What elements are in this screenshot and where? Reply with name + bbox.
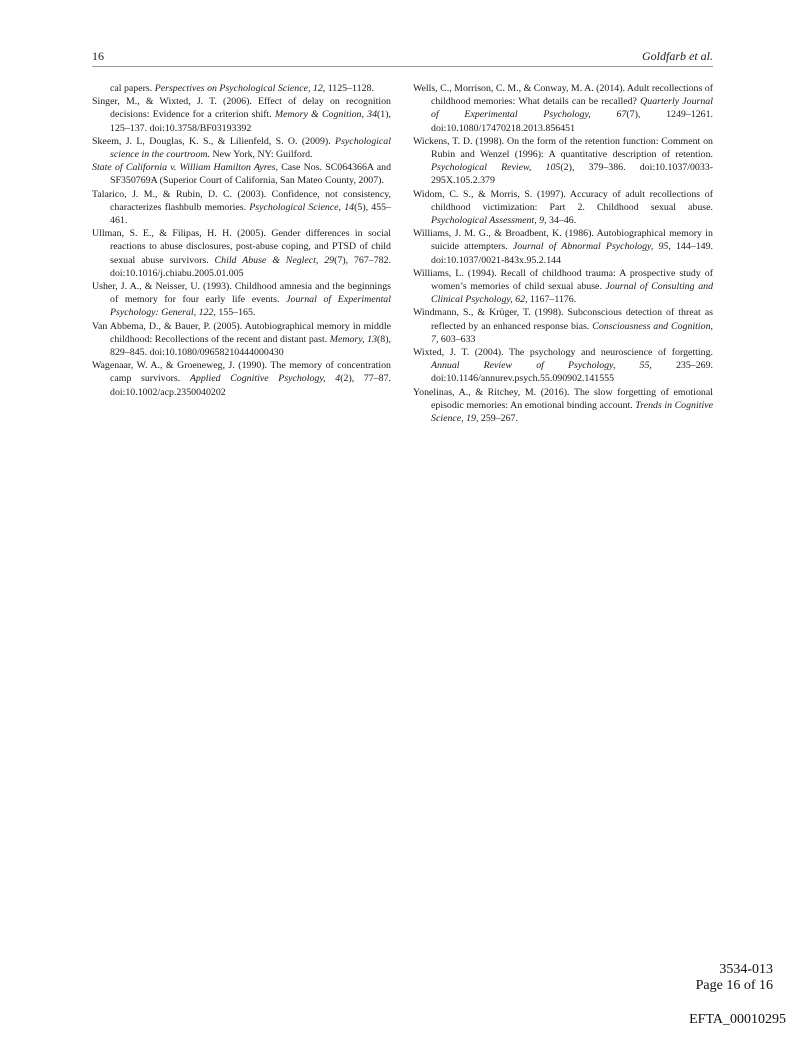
- reference-source: Trends in Cognitive Science, 19: [431, 399, 713, 425]
- reference-entry: [413, 386, 713, 426]
- page-count: Page 16 of 16: [695, 978, 773, 993]
- reference-text: (7), 767–782. doi:10.1016/j.chiabu.2005.01.005: [110, 254, 392, 279]
- reference-source: Memory & Cognition, 34: [274, 109, 378, 121]
- reference-entry: [92, 359, 391, 399]
- reference-text: Case Nos. SC064366A and SF350769A (Superior Court of California, San Mateo County, 2007).: [110, 162, 392, 187]
- reference-entry: [92, 227, 391, 280]
- reference-entry: [413, 135, 713, 188]
- reference-entry: [92, 320, 391, 360]
- reference-text: Wickens, T. D. (1998). On the form of the retention function: Comment on Rubin and Wenzel (1996): A quantitative description of retention.: [413, 135, 713, 161]
- reference-text: , 155–165.: [213, 307, 256, 319]
- reference-source: Psychological Science, 14: [249, 201, 355, 213]
- reference-entry: [92, 280, 391, 320]
- reference-source: Psychological Review, 105: [431, 162, 561, 174]
- reference-source: Applied Cognitive Psychology, 4: [189, 373, 341, 385]
- bates-number: EFTA_00010295: [689, 1012, 786, 1027]
- reference-entry: [413, 188, 713, 228]
- reference-list-right: [413, 82, 713, 425]
- reference-entry: [92, 188, 391, 228]
- reference-entry: [92, 82, 391, 95]
- reference-text: Van Abbema, D., & Bauer, P. (2005). Autobiographical memory in middle childhood: Recollections of the recent and distant past.: [92, 320, 391, 345]
- running-head: Goldfarb et al.: [642, 49, 713, 63]
- reference-text: (7), 1249–1261. doi:10.1080/17470218.2013.856451: [431, 109, 714, 134]
- reference-text: (1), 125–137. doi:10.3758/BF03193392: [110, 109, 391, 134]
- reference-text: Usher, J. A., & Neisser, U. (1993). Childhood amnesia and the beginnings of memory for four early life events.: [92, 281, 391, 306]
- reference-entry: [413, 346, 713, 386]
- reference-text: Skeem, J. L, Douglas, K. S., & Lilienfeld, S. O. (2009).: [92, 135, 336, 147]
- header-rule: [92, 66, 713, 67]
- reference-text: Williams, L. (1994). Recall of childhood trauma: A prospective study of women’s memories of child sexual abuse.: [413, 267, 713, 293]
- reference-list-left: [92, 82, 391, 399]
- reference-text: Singer, M., & Wixted, J. T. (2006). Effect of delay on recognition decisions: Evidence for a criterion shift.: [92, 96, 391, 121]
- reference-source: State of California v. William Hamilton Ayres,: [92, 162, 278, 174]
- reference-text: , 603–633: [435, 333, 476, 345]
- reference-entry: [413, 227, 713, 267]
- reference-source: Psychological Assessment, 9: [431, 215, 545, 227]
- reference-entry: [413, 267, 713, 307]
- reference-text: , 144–149. doi:10.1037/0021-843x.95.2.144: [431, 241, 713, 266]
- reference-text: (2), 77–87. doi:10.1002/acp.2350040202: [110, 373, 391, 398]
- reference-text: , 34–46.: [544, 215, 577, 227]
- reference-text: Widom, C. S., & Morris, S. (1997). Accuracy of adult recollections of childhood victimization: Part 2. Childhood sexual abuse.: [413, 188, 713, 213]
- reference-entry: [413, 82, 713, 135]
- reference-text: (8), 829–845. doi:10.1080/09658210444000430: [110, 333, 391, 359]
- reference-source: Perspectives on Psychological Science, 12: [154, 83, 323, 94]
- reference-entry: [92, 135, 391, 161]
- reference-entry: [92, 95, 391, 135]
- reference-source: Journal of Consulting and Clinical Psychology, 62: [431, 281, 714, 306]
- reference-text: (2), 379–386. doi:10.1037/0033-295X.105.2.379: [431, 162, 713, 187]
- reference-text: cal papers.: [110, 83, 155, 94]
- reference-text: New York, NY: Guilford.: [210, 149, 313, 161]
- reference-text: , 259–267.: [475, 413, 518, 425]
- reference-entry: [92, 161, 391, 187]
- reference-source: Memory, 13: [329, 333, 378, 345]
- reference-text: Wixted, J. T. (2004). The psychology and neuroscience of forgetting.: [413, 347, 713, 359]
- reference-text: Wagenaar, W. A., & Groeneweg, J. (1990). The memory of concentration camp survivors.: [92, 360, 391, 385]
- reference-source: Psychological science in the courtroom.: [110, 135, 391, 161]
- reference-source: Consciousness and Cognition, 7: [431, 320, 713, 345]
- reference-text: Windmann, S., & Krüger, T. (1998). Subconscious detection of threat as reflected by an enhanced response bias.: [413, 307, 713, 332]
- reference-text: , 235–269. doi:10.1146/annurev.psych.55.090902.141555: [431, 360, 713, 385]
- footer-stamp: [696, 962, 773, 994]
- reference-text: , 1167–1176.: [525, 294, 577, 306]
- document-id: 3534-013: [719, 962, 773, 977]
- reference-source: Journal of Experimental Psychology: General, 122: [110, 294, 391, 319]
- reference-entry: [413, 306, 713, 346]
- reference-text: Yonelinas, A., & Ritchey, M. (2016). The slow forgetting of emotional episodic memories: An emotional binding account.: [413, 386, 713, 411]
- reference-source: Annual Review of Psychology, 55: [431, 360, 650, 372]
- reference-text: Wells, C., Morrison, C. M., & Conway, M. A. (2014). Adult recollections of childhood memories: What details can be recalled?: [413, 83, 714, 108]
- reference-text: Williams, J. M. G., & Broadbent, K. (1986). Autobiographical memory in suicide attempters.: [413, 228, 713, 253]
- reference-text: Ullman, S. E., & Filipas, H. H. (2005). Gender differences in social reactions to abuse disclosures, post-abuse coping, and PTSD of child sexual abuse survivors.: [92, 228, 391, 266]
- page-number: 16: [92, 49, 104, 63]
- reference-text: (5), 455–461.: [110, 201, 392, 227]
- reference-source: Child Abuse & Neglect, 29: [214, 254, 335, 266]
- reference-source: Journal of Abnormal Psychology, 95: [512, 241, 669, 253]
- reference-text: , 1125–1128.: [322, 83, 374, 94]
- reference-text: Talarico, J. M., & Rubin, D. C. (2003). Confidence, not consistency, characterizes flashbulb memories.: [92, 188, 391, 213]
- reference-source: Quarterly Journal of Experimental Psychology, 67: [431, 96, 713, 121]
